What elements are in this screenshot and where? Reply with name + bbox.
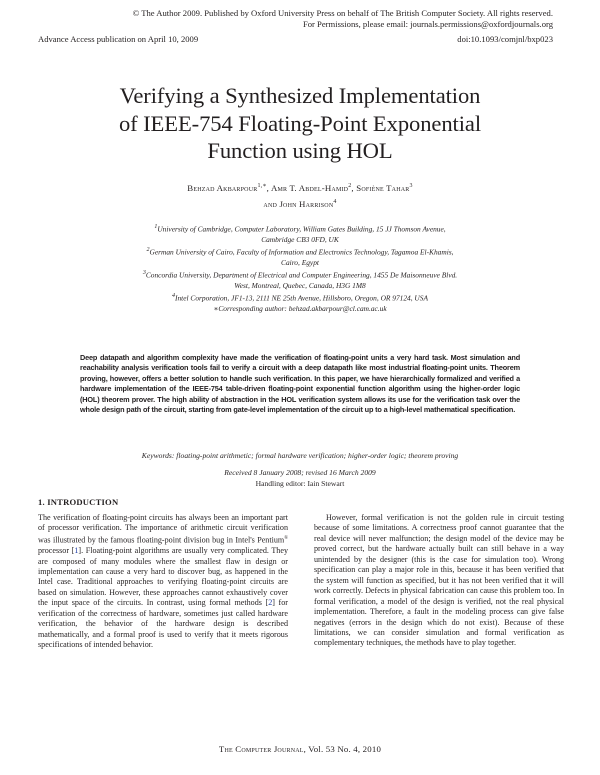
author-name: Behzad Akbarpour	[187, 182, 258, 193]
affiliation-text: German University of Cairo, Faculty of Information and Electronics Technology, Tagamoa El-Khamis,	[149, 247, 454, 257]
author-and: and	[263, 198, 278, 209]
affiliation-sup: 3	[142, 270, 146, 277]
title-line: Verifying a Synthesized Implementation	[119, 83, 481, 108]
doi-line: doi:10.1093/comjnl/bxp023	[457, 34, 553, 44]
journal-name: The Computer Journal	[218, 744, 304, 754]
journal-footer	[0, 744, 600, 754]
title-line: Function using HOL	[207, 138, 393, 163]
affiliation-sup: 1	[154, 224, 158, 230]
section-heading: 1. INTRODUCTION	[38, 497, 119, 507]
registered-mark: ®	[284, 535, 288, 541]
affiliation-text: Cambridge CB3 0FD, UK	[261, 234, 339, 244]
affiliation	[70, 268, 530, 291]
author-sup: 2	[348, 183, 352, 189]
text-run: processor [	[38, 546, 75, 556]
affiliation-text: Cairo, Egypt	[281, 257, 319, 267]
affiliation	[70, 222, 530, 245]
abstract: Deep datapath and algorithm complexity have made the verification of floating-point units a very hard task. Most simulation and reachability analysis verification tools fail to verify a circuit with a deep datapath like most industrial floating-point units. Theorem proving, however, offers a better solution to handle such verification. In this paper, we have hierarchically formalized and verified a hardware implementation of the IEEE-754 table-driven floating-point exponential function algorithm using the higher-order logic (HOL) theorem prover. The high ability of abstraction in the HOL verification system allows its use for the verification task over the whole design path of the circuit, starting from gate-level implementation of the circuit up to a high-level mathematical specification.	[80, 353, 520, 415]
received-dates: Received 8 January 2008; revised 16 March 2009	[224, 468, 376, 477]
author-sup: 4	[333, 198, 337, 205]
paragraph: However, formal verification is not the golden rule in circuit testing because of some limitations. A correctness proof cannot guarantee that the real device will never malfunction; the design model of the device may be proved correct, but the hardware actually built can still behave in a way unintended by the designer (this is the case for simulation too). Wrong specification can play a major role in this, because it has been verified that the system will function as specified, but it has not been verified that it will work correctly. Defects in physical fabrication can cause this problem too. In formal verification, a model of the design is verified, not the real physical implementation. Therefore, a fault in the modeling process can give false negatives (errors in the design which do not exist). Because of these limitations, we can consider simulation and formal verification as complementary techniques, the methods have to play together.	[314, 513, 564, 648]
affiliation-text: West, Montreal, Quebec, Canada, H3G 1M8	[234, 280, 366, 290]
advance-access-line: Advance Access publication on April 10, 2009	[38, 34, 199, 44]
author-sup: 3	[409, 183, 413, 189]
text-run: ] for verification of the correctness of hardware, sometimes just called hardware verification, the behavior of the hardware design is described mathematically, and a formal proof is used to verify that it meets rigorous specifications of intended behavior.	[38, 598, 288, 650]
citation-link[interactable]: 2	[268, 598, 273, 608]
affiliation-text: Concordia University, Department of Electrical and Computer Engineering, 1455 De Maisonneuve Blvd.	[145, 270, 458, 280]
citation-link[interactable]: 1	[74, 546, 79, 556]
handling-editor: Handling editor: Iain Stewart	[255, 478, 345, 488]
author-name: Amr T. Abdel-Hamid	[270, 182, 349, 193]
affiliations	[70, 222, 530, 314]
affiliation	[70, 245, 530, 268]
copyright-line: © The Author 2009. Published by Oxford University Press on behalf of The British Computer Society. All rights reserved.	[132, 8, 553, 18]
right-column	[314, 513, 564, 649]
title-line: of IEEE-754 Floating-Point Exponential	[118, 110, 482, 136]
affiliation-sup: 2	[146, 247, 150, 254]
left-column	[38, 513, 288, 651]
author-name: John Harrison	[279, 198, 334, 209]
affiliation-text: University of Cambridge, Computer Laboratory, William Gates Building, 15 JJ Thomson Avenue,	[157, 224, 446, 234]
text-run: ]. Floating-point algorithms are usually very complicated. They are composed of many modules where the smallest flaw in design or implementation can cause a very hard to discover bug, as happened in the Intel case. Traditional approaches to verifying floating-point circuits are based on simulation. However, these approaches cannot exhaustively cover the input space of the circuits. In contrast, using formal methods [	[38, 546, 288, 608]
text-run: The verification of floating-point circuits has always been an important part of processor verification. The importance of arithmetic circuit verification was illustrated by the famous floating-point division bug in Intel's Pentium	[38, 513, 288, 545]
author-list: Behzad Akbarpour$^{1,∗}$, Amr T. Abdel-Hamid$^2$, Sofiène Tahar$^3$ and John Harrison$^4$	[187, 182, 413, 209]
corresponding-author: ∗Corresponding author: behzad.akbarpour@cl.cam.ac.uk	[213, 303, 387, 313]
affiliation-text: Intel Corporation, JF1-13, 2111 NE 25th Avenue, Hillsboro, Oregon, OR 97124, USA	[175, 293, 428, 303]
paragraph	[38, 513, 288, 651]
paper-title	[40, 82, 560, 165]
keywords: Keywords: floating-point arithmetic; formal hardware verification; higher-order logic; theorem proving	[141, 451, 459, 460]
author-sup: 1,∗	[257, 183, 267, 189]
affiliation-sup: 4	[172, 293, 176, 300]
author-name: Sofiène Tahar	[356, 182, 410, 193]
received-info	[60, 468, 540, 489]
permissions-line: For Permissions, please email: journals.permissions@oxfordjournals.org	[302, 19, 553, 29]
journal-volume: , Vol. 53 No. 4, 2010	[303, 744, 382, 754]
affiliation	[70, 291, 530, 304]
